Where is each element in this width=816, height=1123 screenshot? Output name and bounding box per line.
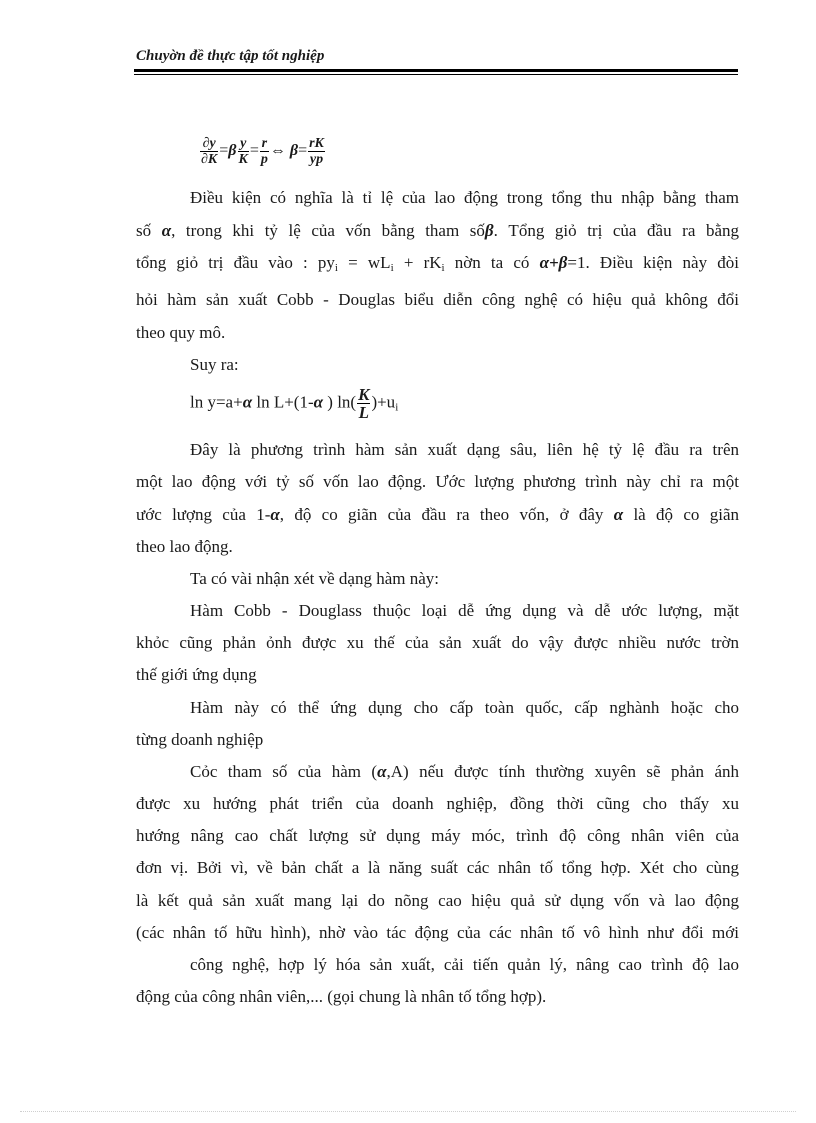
para1-line3: tổng giỏ trị đầu vào : $py_i = wL_i + rK_i$ nờn ta có α+β=1. Điều kiện này đòi [136,253,740,274]
para7-line2: động của công nhân viên,... (gọi chung là nhân tố tổng hợp). [136,987,547,1006]
header-rule-thin [134,74,738,75]
fraction-r-p: $\frac{r}{p}$ [260,136,268,167]
suy-ra: Suy ra: [190,355,239,374]
para6-line6: (các nhân tố hữu hình), nhờ vào tác động của các nhân tố vô hình như đổi mới [136,923,739,942]
fraction-k-l: $\frac{K}{L}$ [358,385,370,422]
para4-line2: khỏc cũng phản ỏnh được xu thế của sản xuất do vậy được nhiều nước trờn [136,633,739,652]
para1-line2: số α, trong khi tỷ lệ của vốn bằng tham sốβ. Tổng giỏ trị của đầu ra bằng [136,221,739,240]
para2-line2: một lao động với tỷ số vốn lao động. Ước lượng phương trình này chỉ ra một [136,472,739,491]
fraction-dy-dk: $\frac{\partial y}{\partial K}$ [201,136,218,167]
para6-line3: hướng nâng cao chất lượng sử dụng máy móc, trình độ công nhân viên của [136,826,739,845]
para1-line5: theo quy mô. [136,323,226,342]
para7-line1: công nghệ, hợp lý hóa sản xuất, cải tiến quản lý, nâng cao trình độ lao [190,955,739,974]
para6-line4: đơn vị. Bởi vì, về bản chất a là năng suất các nhân tố tổng hợp. Xét cho cùng [136,858,739,877]
fraction-rk-yp: $\frac{rK}{yp}$ [309,136,324,167]
para4-line3: thế giới ứng dụng [136,665,257,684]
para2-line1: Đây là phương trình hàm sản xuất dạng sâu, liên hệ tỷ lệ đầu ra trên [190,440,739,459]
header-rule-thick [134,69,738,72]
para5-line2: từng doanh nghiệp [136,730,264,749]
para2-line4: theo lao động. [136,537,233,556]
para1-line1: Điều kiện có nghĩa là tỉ lệ của lao động trong tổng thu nhập bằng tham [190,188,739,207]
footer-dotted-rule [20,1111,796,1112]
formula-log-production: ln y=a+α ln L+(1-α ) ln( $\frac{K}{L}$ )$+u_i$ [190,385,399,422]
para4-line1: Hàm Cobb - Douglass thuộc loại dễ ứng dụng và dễ ước lượng, mặt [190,601,739,620]
fraction-y-k: $\frac{y}{K}$ [238,136,248,167]
para6-line2: được xu hướng phát triển của doanh nghiệp, đồng thời cũng cho thấy xu [136,794,739,813]
formula-elasticity-capital: $\frac{\partial y}{\partial K}$ =β $\frac{y}{K}$ = $\frac{r}{p}$ ⇔ β= $\frac{rK}{yp}$ [201,136,324,167]
para6-line1: Cỏc tham số của hàm (α,A) nếu được tính thường xuyên sẽ phản ánh [190,762,740,781]
para1-line4: hỏi hàm sản xuất Cobb - Douglas biểu diễn công nghệ có hiệu quả không đổi [136,290,739,309]
para6-line5: là kết quả sản xuất mang lại do nõng cao hiệu quả sử dụng vốn và lao động [136,891,739,910]
header-title: Chuyờn đề thực tập tốt nghiệp [136,48,325,64]
para2-line3: ước lượng của 1-α, độ co giãn của đầu ra theo vốn, ở đây α là độ co giãn [136,505,739,524]
para5-line1: Hàm này có thể ứng dụng cho cấp toàn quốc, cấp nghành hoặc cho [190,698,739,717]
para3-line1: Ta có vài nhận xét về dạng hàm này: [190,569,439,588]
